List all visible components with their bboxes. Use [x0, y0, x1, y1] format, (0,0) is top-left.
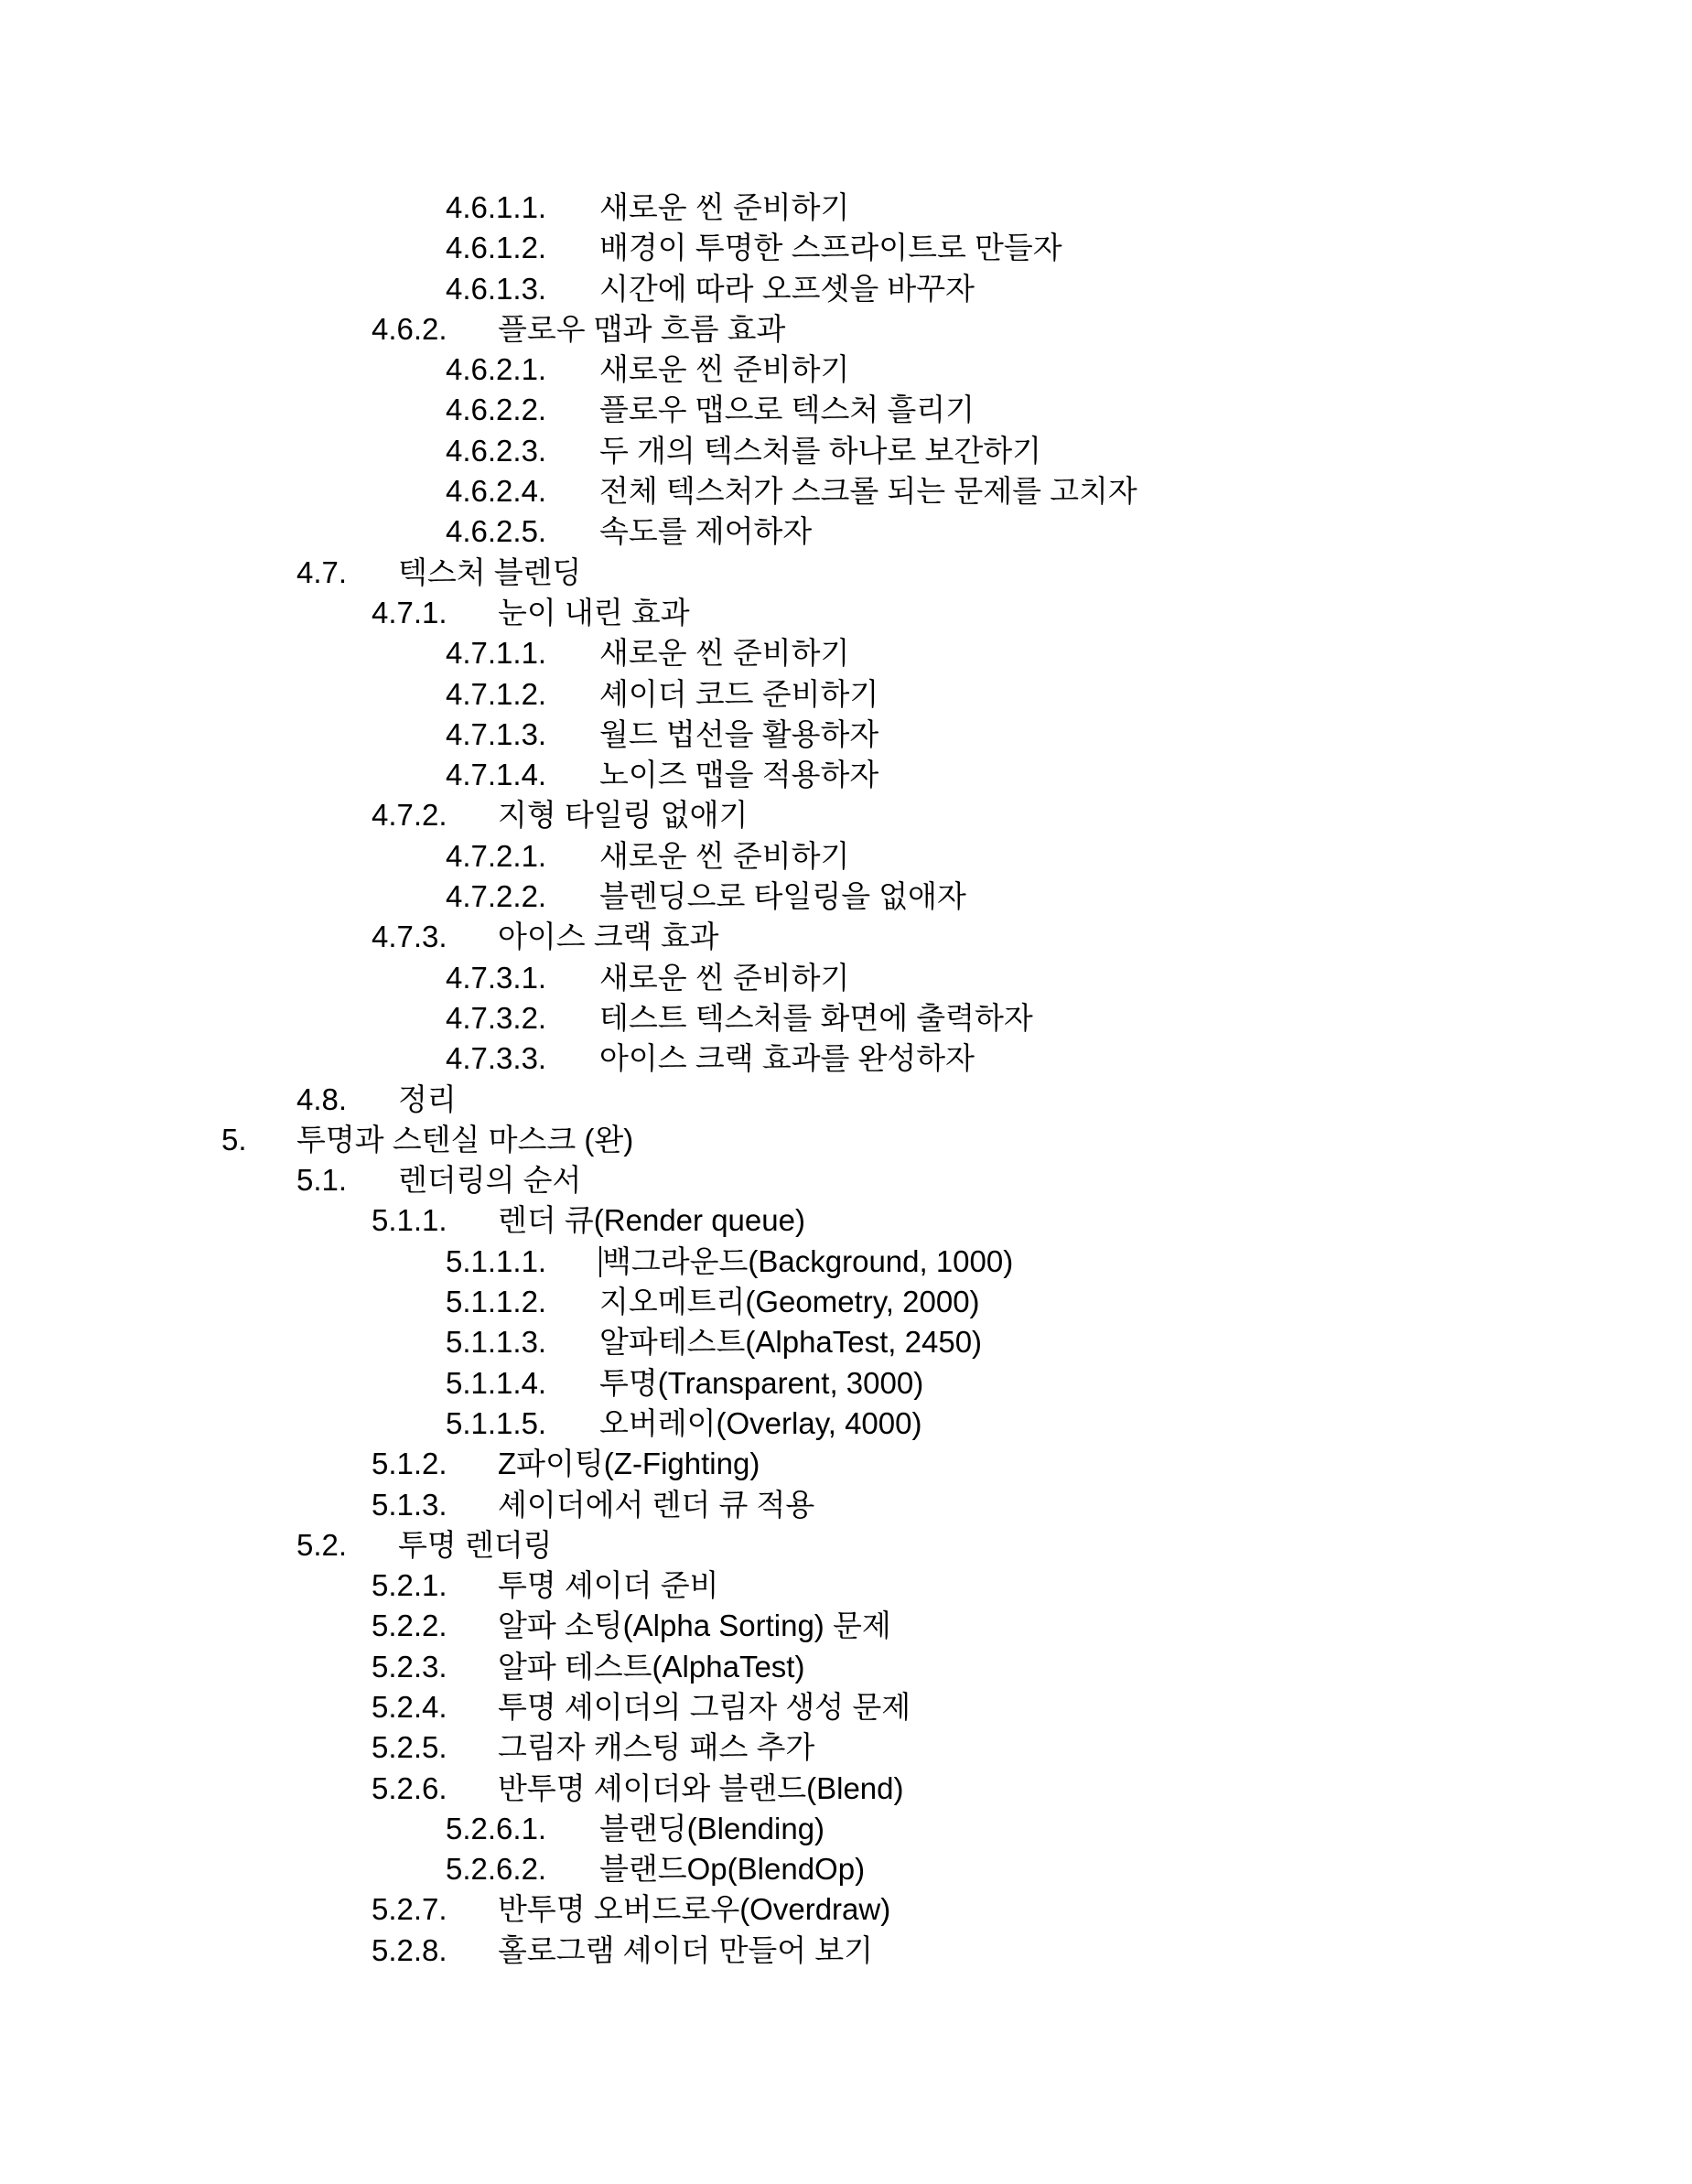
toc-entry[interactable]	[0, 309, 1692, 350]
toc-entry[interactable]	[0, 1647, 1692, 1687]
toc-entry-title-wrap	[599, 755, 878, 795]
toc-entry-title: 새로운 씬 준비하기	[599, 838, 850, 873]
toc-entry-title: 시간에 따라 오프셋을 바꾸자	[599, 271, 975, 306]
toc-entry[interactable]	[0, 1687, 1692, 1727]
toc-entry-number: 4.8.	[296, 1081, 348, 1116]
toc-entry-title-wrap	[599, 188, 849, 228]
toc-entry-title-wrap	[599, 958, 849, 998]
toc-entry-number: 4.6.1.3.	[446, 271, 547, 306]
toc-entry-title: 백그라운드(Background, 1000)	[602, 1243, 1014, 1278]
toc-entry[interactable]	[0, 633, 1692, 673]
toc-entry-title-wrap	[498, 1606, 891, 1646]
toc-entry[interactable]	[0, 1080, 1692, 1120]
toc-entry-number: 4.7.	[296, 554, 348, 589]
toc-entry-number: 5.1.2.	[372, 1447, 447, 1481]
toc-entry-title: 블랜딩(Blending)	[599, 1811, 825, 1845]
toc-entry-title: 알파 테스트(AlphaTest)	[498, 1649, 805, 1684]
toc-entry-title: 그림자 캐스팅 패스 추가	[498, 1730, 815, 1765]
toc-entry-title: 반투명 셰이더와 블랜드(Blend)	[498, 1770, 904, 1805]
toc-entry[interactable]	[0, 593, 1692, 633]
toc-entry[interactable]	[0, 188, 1692, 228]
toc-entry-number: 4.7.3.3.	[446, 1041, 547, 1076]
toc-entry-title-wrap	[599, 228, 1062, 268]
toc-entry[interactable]	[0, 674, 1692, 715]
toc-entry-title: 노이즈 맵을 적용하자	[599, 758, 879, 792]
toc-entry-title: 셰이더에서 렌더 큐 적용	[498, 1487, 815, 1522]
toc-entry-title-wrap	[498, 1444, 760, 1484]
toc-entry-title-wrap	[498, 1565, 718, 1606]
toc-entry-title-wrap	[599, 674, 878, 715]
toc-entry-title-wrap	[498, 1687, 911, 1727]
toc-entry-title: 새로운 씬 준비하기	[599, 190, 850, 224]
toc-entry[interactable]	[0, 228, 1692, 268]
toc-entry-title-wrap	[498, 1647, 804, 1687]
toc-entry-number: 4.6.2.4.	[446, 474, 547, 509]
toc-entry-title: 지형 타일링 없애기	[498, 798, 749, 833]
toc-entry-number: 5.1.1.4.	[446, 1365, 547, 1400]
toc-entry[interactable]	[0, 1404, 1692, 1444]
toc-entry-title-wrap	[498, 1931, 873, 1971]
toc-entry-title-wrap	[599, 998, 1033, 1038]
toc-entry-title: 정리	[398, 1081, 457, 1116]
toc-entry-title: 투명 셰이더의 그림자 생성 문제	[498, 1689, 911, 1724]
toc-entry-title-wrap	[599, 1404, 922, 1444]
toc-entry-title-wrap	[599, 1849, 865, 1889]
toc-entry-number: 4.7.1.4.	[446, 758, 547, 792]
toc-entry[interactable]	[0, 836, 1692, 877]
toc-entry-title: 새로운 씬 준비하기	[599, 636, 850, 671]
toc-entry-title-wrap	[599, 1363, 923, 1404]
toc-entry-title-wrap	[599, 350, 849, 390]
toc-entry-number: 4.7.1.	[372, 595, 447, 629]
toc-entry-number: 4.7.2.	[372, 798, 447, 833]
toc-entry-title: 블랜드Op(BlendOp)	[599, 1852, 866, 1887]
toc-entry[interactable]	[0, 1769, 1692, 1809]
toc-entry-title-wrap	[599, 1038, 975, 1079]
toc-entry-title-wrap	[498, 1889, 890, 1930]
toc-entry-number: 4.6.2.	[372, 311, 447, 346]
toc-entry[interactable]	[0, 269, 1692, 309]
toc-entry[interactable]	[0, 1120, 1692, 1160]
toc-entry-number: 4.7.1.1.	[446, 636, 547, 671]
toc-entry-title-wrap	[599, 1809, 824, 1849]
toc-entry[interactable]	[0, 1363, 1692, 1404]
toc-entry-title-wrap	[498, 795, 748, 835]
toc-entry[interactable]	[0, 1727, 1692, 1768]
toc-entry[interactable]	[0, 917, 1692, 957]
toc-entry-number: 5.1.1.5.	[446, 1405, 547, 1440]
toc-entry-number: 5.2.6.2.	[446, 1852, 547, 1887]
toc-entry[interactable]	[0, 1322, 1692, 1362]
toc-entry-number: 4.6.2.3.	[446, 433, 547, 468]
toc-entry[interactable]	[0, 998, 1692, 1038]
toc-entry-number: 4.6.2.5.	[446, 514, 547, 549]
toc-entry[interactable]	[0, 1849, 1692, 1889]
toc-entry-title-wrap	[599, 715, 878, 755]
toc-entry[interactable]	[0, 471, 1692, 511]
toc-entry-title-wrap	[296, 1120, 633, 1160]
toc-entry-title-wrap	[498, 1769, 904, 1809]
toc-entry[interactable]	[0, 1485, 1692, 1525]
toc-entry-title-wrap	[599, 1322, 982, 1362]
toc-entry-title: 아이스 크랙 효과	[498, 920, 719, 954]
table-of-contents	[0, 188, 1692, 1971]
toc-entry-title-wrap	[599, 1242, 1013, 1282]
toc-entry-title-wrap	[398, 1080, 457, 1120]
toc-entry-number: 4.7.2.2.	[446, 879, 547, 914]
toc-entry-title: 텍스처 블렌딩	[398, 554, 582, 589]
toc-entry-title: 홀로그램 셰이더 만들어 보기	[498, 1932, 874, 1967]
toc-entry-number: 4.7.1.2.	[446, 676, 547, 711]
toc-entry-title: 새로운 씬 준비하기	[599, 960, 850, 995]
toc-entry[interactable]	[0, 1200, 1692, 1241]
toc-entry-number: 5.2.6.1.	[446, 1811, 547, 1845]
text-cursor	[599, 1246, 601, 1277]
toc-entry-title: 눈이 내린 효과	[498, 595, 690, 629]
toc-entry-title-wrap	[599, 511, 812, 552]
toc-entry-title: 반투명 오버드로우(Overdraw)	[498, 1892, 891, 1927]
toc-entry-title-wrap	[599, 471, 1137, 511]
toc-entry[interactable]	[0, 1160, 1692, 1200]
toc-entry-title: 아이스 크랙 효과를 완성하자	[599, 1041, 975, 1076]
toc-entry-number: 5.1.	[296, 1163, 348, 1198]
toc-entry-number: 5.1.1.3.	[446, 1325, 547, 1360]
toc-entry[interactable]	[0, 1038, 1692, 1079]
toc-entry-number: 5.1.1.2.	[446, 1285, 547, 1319]
toc-entry-title: 플로우 맵과 흐름 효과	[498, 311, 786, 346]
toc-entry-title-wrap	[498, 309, 785, 350]
toc-entry-title: 투명(Transparent, 3000)	[599, 1365, 924, 1400]
toc-entry-title: 새로운 씬 준비하기	[599, 352, 850, 387]
toc-entry[interactable]	[0, 1606, 1692, 1646]
toc-entry-number: 5.2.7.	[372, 1892, 447, 1927]
toc-entry[interactable]	[0, 431, 1692, 471]
toc-entry-number: 5.2.3.	[372, 1649, 447, 1684]
toc-entry[interactable]	[0, 1242, 1692, 1282]
toc-entry-title-wrap	[599, 431, 1041, 471]
toc-entry-title-wrap	[599, 877, 966, 917]
toc-entry[interactable]	[0, 390, 1692, 430]
toc-entry-title: 투명 셰이더 준비	[498, 1568, 719, 1603]
toc-entry-number: 5.2.5.	[372, 1730, 447, 1765]
toc-entry-title-wrap	[599, 633, 849, 673]
toc-entry-title-wrap	[398, 1160, 581, 1200]
toc-entry-number: 4.7.3.	[372, 920, 447, 954]
toc-entry-number: 5.1.3.	[372, 1487, 447, 1522]
toc-entry-number: 4.6.1.2.	[446, 231, 547, 265]
toc-entry-title-wrap	[498, 1485, 814, 1525]
toc-entry-number: 4.7.3.2.	[446, 1000, 547, 1035]
toc-entry-title: 렌더 큐(Render queue)	[498, 1203, 805, 1238]
toc-entry-number: 5.1.1.1.	[446, 1243, 547, 1278]
toc-entry-title: 투명과 스텐실 마스크 (완)	[296, 1122, 634, 1157]
toc-entry-title: 플로우 맵으로 텍스처 흘리기	[599, 393, 975, 427]
toc-entry-title: 알파테스트(AlphaTest, 2450)	[599, 1325, 983, 1360]
toc-entry-number: 4.7.1.3.	[446, 716, 547, 751]
toc-entry[interactable]	[0, 715, 1692, 755]
toc-entry[interactable]	[0, 877, 1692, 917]
toc-entry-title-wrap	[599, 269, 975, 309]
toc-entry-title: 오버레이(Overlay, 4000)	[599, 1405, 922, 1440]
toc-entry-title: 전체 텍스처가 스크롤 되는 문제를 고치자	[599, 474, 1137, 509]
toc-entry-title: 투명 렌더링	[398, 1527, 553, 1562]
toc-entry-title: 배경이 투명한 스프라이트로 만들자	[599, 231, 1062, 265]
toc-entry-title-wrap	[498, 1727, 814, 1768]
toc-entry-number: 5.2.2.	[372, 1608, 447, 1643]
toc-entry[interactable]	[0, 755, 1692, 795]
toc-entry-number: 4.7.2.1.	[446, 838, 547, 873]
toc-entry-title-wrap	[398, 1525, 553, 1565]
toc-entry-number: 5.	[221, 1122, 247, 1157]
toc-entry[interactable]	[0, 1931, 1692, 1971]
toc-entry-title-wrap	[498, 917, 718, 957]
toc-entry-title: 테스트 텍스처를 화면에 출력하자	[599, 1000, 1033, 1035]
toc-entry-title: 알파 소팅(Alpha Sorting) 문제	[498, 1608, 891, 1643]
toc-entry-title-wrap	[599, 836, 849, 877]
toc-entry-title: 두 개의 텍스처를 하나로 보간하기	[599, 433, 1041, 468]
toc-entry-title-wrap	[599, 390, 975, 430]
toc-entry[interactable]	[0, 1889, 1692, 1930]
toc-entry[interactable]	[0, 1809, 1692, 1849]
toc-entry-title-wrap	[599, 1282, 980, 1322]
toc-entry[interactable]	[0, 1565, 1692, 1606]
toc-entry[interactable]	[0, 1282, 1692, 1322]
toc-entry-title: 월드 법선을 활용하자	[599, 716, 879, 751]
toc-entry-title-wrap	[398, 553, 581, 593]
toc-entry-number: 5.2.	[296, 1527, 348, 1562]
toc-entry-title: Z파이팅(Z-Fighting)	[498, 1447, 760, 1481]
toc-entry-number: 5.2.6.	[372, 1770, 447, 1805]
toc-entry-number: 5.2.4.	[372, 1689, 447, 1724]
toc-entry[interactable]	[0, 1525, 1692, 1565]
toc-entry-number: 4.6.1.1.	[446, 190, 547, 224]
toc-entry[interactable]	[0, 350, 1692, 390]
toc-entry-number: 4.7.3.1.	[446, 960, 547, 995]
toc-entry[interactable]	[0, 795, 1692, 835]
toc-entry-number: 5.1.1.	[372, 1203, 447, 1238]
toc-entry-number: 5.2.8.	[372, 1932, 447, 1967]
toc-entry[interactable]	[0, 511, 1692, 552]
toc-entry-title: 셰이더 코드 준비하기	[599, 676, 879, 711]
toc-entry-title-wrap	[498, 1200, 805, 1241]
toc-entry[interactable]	[0, 1444, 1692, 1484]
toc-entry-title: 블렌딩으로 타일링을 없애자	[599, 879, 966, 914]
toc-entry-title: 속도를 제어하자	[599, 514, 813, 549]
toc-entry-number: 5.2.1.	[372, 1568, 447, 1603]
toc-entry[interactable]	[0, 958, 1692, 998]
toc-entry[interactable]	[0, 553, 1692, 593]
toc-entry-title: 렌더링의 순서	[398, 1163, 582, 1198]
toc-entry-number: 4.6.2.2.	[446, 393, 547, 427]
toc-entry-title-wrap	[498, 593, 690, 633]
toc-entry-title: 지오메트리(Geometry, 2000)	[599, 1285, 980, 1319]
toc-entry-number: 4.6.2.1.	[446, 352, 547, 387]
